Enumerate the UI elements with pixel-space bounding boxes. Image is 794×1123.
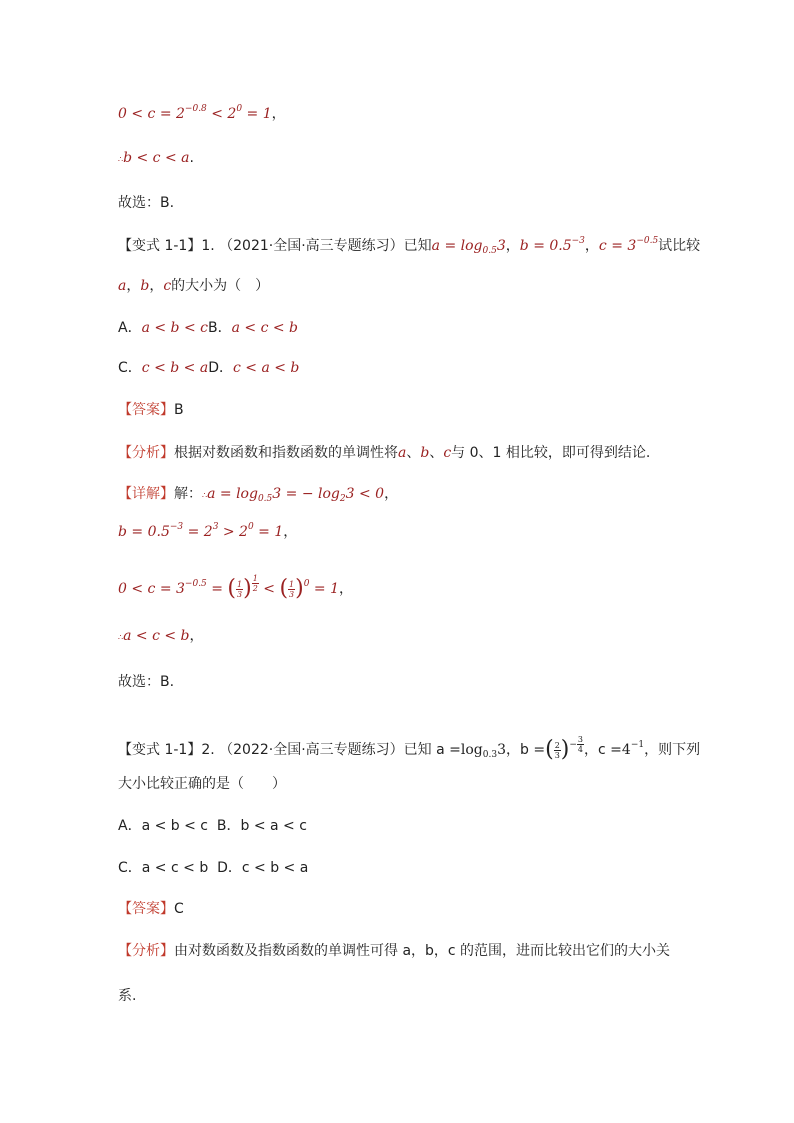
question-2-analysis-cont: 系. <box>118 988 137 1004</box>
question-1-detail-3: $0 < c = 3^{-0.5}$ = ( $\frac{1}{3}$ ) $^{\frac{1}{2}}$ < ( $\frac{1}{3}$ )$^0$ = 1， <box>118 574 353 601</box>
question-1-conclusion: 故选：B. <box>118 674 175 690</box>
question-1-answer: 【答案】B <box>118 402 184 418</box>
question-2-stem: 【变式 1-1】2. （2022·全国·高三专题练习）已知 $a =\log_{0.3}3$，b =( $\frac{2}{3}$ )$^{- \frac{3}{4}}$ ，$c =4^{-1}$，则下列 <box>118 735 701 762</box>
solution-line-1: $0 < c = 2^{-0.8} < 2^0 = 1$， <box>118 104 286 122</box>
question-2-options-cd: C．a < c < b D．c < b < a <box>118 860 309 876</box>
solution-line-2: ∴b < c < a. <box>118 150 194 166</box>
solution-conclusion: 故选：B. <box>118 195 175 211</box>
question-2-answer: 【答案】C <box>118 901 184 917</box>
question-2-stem-cont: 大小比较正确的是（ ） <box>118 776 286 792</box>
question-2-analysis: 【分析】由对数函数及指数函数的单调性可得 a，b，c 的范围，进而比较出它们的大小关 <box>118 943 671 959</box>
question-1-detail-4: ∴a < c < b， <box>118 628 204 644</box>
question-1-stem: 【变式 1-1】1. （2021·全国·高三专题练习）已知$a = \log_{0.5}3$，$b = 0.5^{-3}$，$c = 3^{-0.5}$试比较 <box>118 236 701 256</box>
question-1-stem-cont: a，b，c的大小为（ ） <box>118 278 270 294</box>
question-1-options-cd: C．c < b < aD．c < a < b <box>118 360 300 376</box>
question-1-options-ab: A．a < b < cB．a < c < b <box>118 320 299 336</box>
question-1-detail-2: $b = 0.5^{-3} = 2^3 > 2^0 = 1$， <box>118 522 298 540</box>
question-1-analysis: 【分析】根据对数函数和指数函数的单调性将a、b、c与 0、1 相比较，即可得到结论. <box>118 445 651 461</box>
question-1-detail-1: 【详解】解：∴a = $\log_{0.5}3$ = − $\log_23 < 0$， <box>118 486 399 504</box>
question-2-options-ab: A．a < b < c B．b < a < c <box>118 818 307 834</box>
